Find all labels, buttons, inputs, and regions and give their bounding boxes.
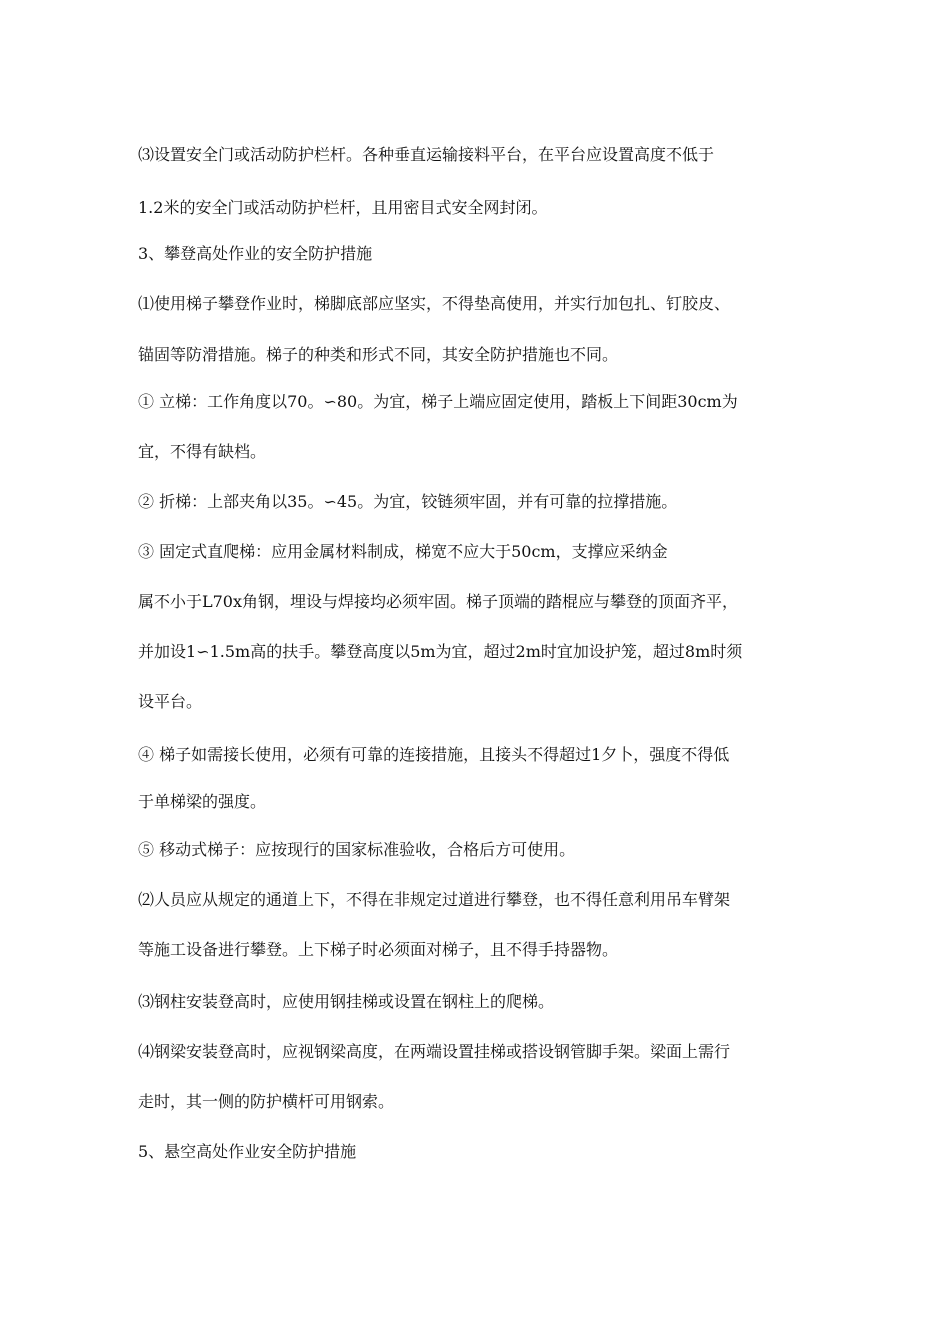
text-line: ② 折梯：上部夹角以35。∽45。为宜，铰链须牢固，并有可靠的拉撑措施。 [138,492,678,511]
text-line: ⑷钢梁安装登高时，应视钢梁高度，在两端设置挂梯或搭设钢管脚手架。梁面上需行 [138,1042,731,1061]
text-line: 走时，其一侧的防护横杆可用钢索。 [138,1092,395,1111]
text-line: 宜，不得有缺档。 [138,442,267,461]
text-line: 1.2米的安全门或活动防护栏杆，且用密目式安全网封闭。 [138,198,548,217]
text-line: ⑤ 移动式梯子：应按现行的国家标准验收，合格后方可使用。 [138,840,576,859]
text-line: 属不小于L70x角钢，埋设与焊接均必须牢固。梯子顶端的踏棍应与攀登的顶面齐平， [138,592,739,611]
text-line: ⑵人员应从规定的通道上下，不得在非规定过道进行攀登，也不得任意利用吊车臂架 [138,890,731,909]
text-line: 于单梯梁的强度。 [138,792,267,811]
text-line: ⑴使用梯子攀登作业时，梯脚底部应坚实，不得垫高使用，并实行加包扎、钉胶皮、 [138,294,731,313]
text-line: 等施工设备进行攀登。上下梯子时必须面对梯子，且不得手持器物。 [138,940,619,959]
text-line: ① 立梯：工作角度以70。∽80。为宜，梯子上端应固定使用，踏板上下间距30cm为 [138,392,738,411]
text-line: ④ 梯子如需接长使用，必须有可靠的连接措施，且接头不得超过1夕卜，强度不得低 [138,745,730,764]
section-heading: 3、攀登高处作业的安全防护措施 [138,244,373,263]
section-heading: 5、悬空高处作业安全防护措施 [138,1142,357,1161]
text-line: 设平台。 [138,692,203,711]
text-line: 并加设1∽1.5m高的扶手。攀登高度以5m为宜，超过2m时宜加设护笼，超过8m时须 [138,642,743,661]
text-line: ⑶钢柱安装登高时，应使用钢挂梯或设置在钢柱上的爬梯。 [138,992,555,1011]
text-line: ⑶设置安全门或活动防护栏杆。各种垂直运输接料平台，在平台应设置高度不低于 [138,145,715,164]
text-line: 锚固等防滑措施。梯子的种类和形式不同，其安全防护措施也不同。 [138,345,619,364]
text-line: ③ 固定式直爬梯：应用金属材料制成，梯宽不应大于50cm，支撑应采纳金 [138,542,668,561]
